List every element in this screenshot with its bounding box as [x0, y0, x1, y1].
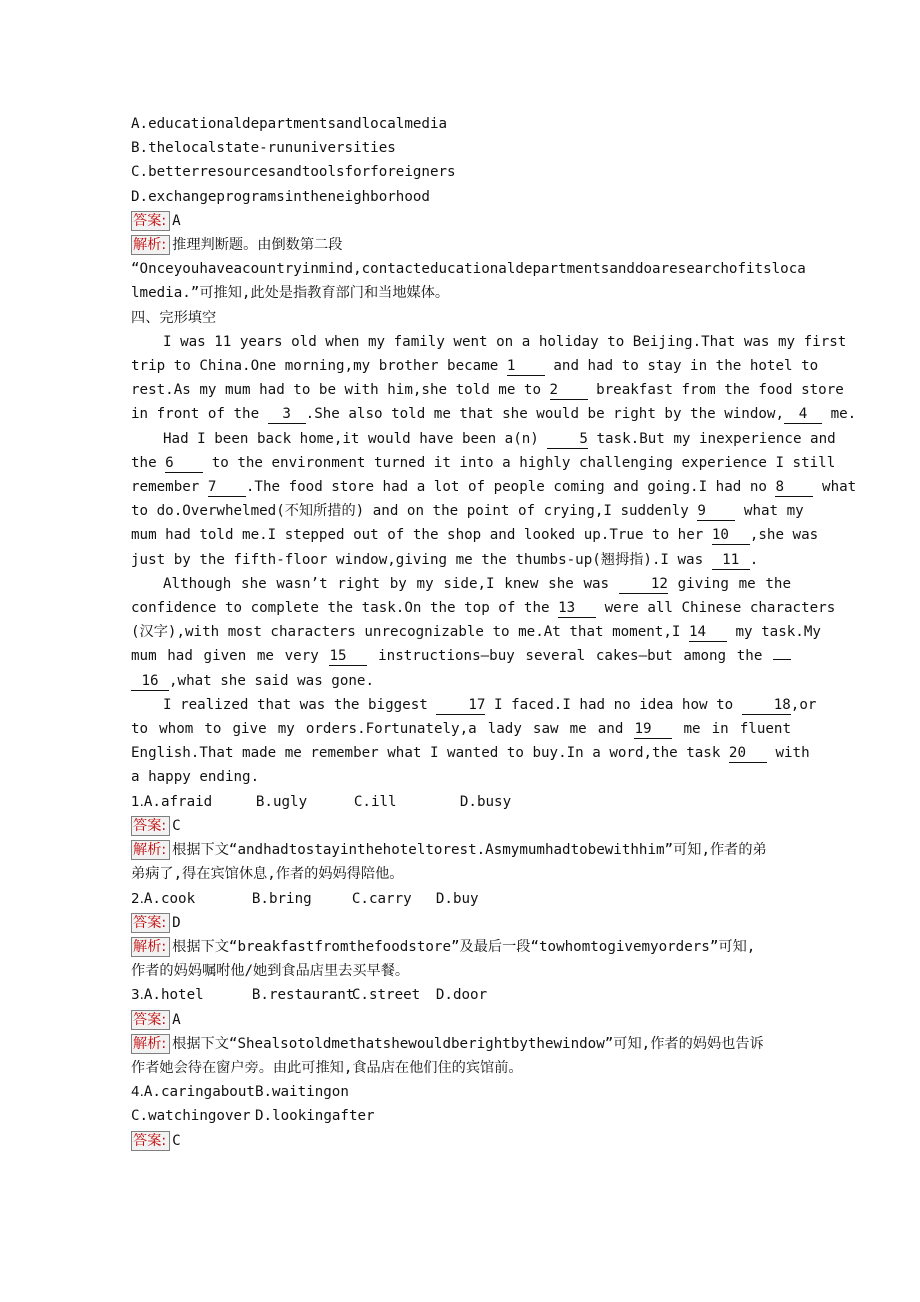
- analysis-label: 解析:: [131, 1034, 170, 1054]
- analysis-label: 解析:: [131, 937, 170, 957]
- option: A.caringabout: [143, 1084, 255, 1101]
- analysis-text: 根据下文“breakfastfromthefoodstore”及最后一段“towhomtogivemyorders”可知,: [172, 938, 756, 955]
- passage-line: confidence to complete the task.On the top of the 13 were all Chinese characters: [131, 600, 836, 617]
- option: A.afraid: [143, 793, 213, 810]
- option: A.hotel: [143, 987, 204, 1004]
- option: D.lookingafter: [255, 1108, 375, 1125]
- option: D.busy: [459, 793, 512, 810]
- blank-12: 12: [619, 576, 668, 594]
- option: C.street: [351, 987, 421, 1004]
- analysis-row: [131, 935, 791, 959]
- passage-line: a happy ending.: [131, 769, 260, 786]
- passage-line: in front of the 3 .She also told me that she would be right by the window, 4 me.: [131, 406, 857, 423]
- blank-19: 19: [634, 721, 672, 739]
- analysis-text: 作者的妈妈嘱咐他/她到食品店里去买早餐。: [131, 963, 410, 980]
- option: D.door: [435, 987, 488, 1004]
- option: B.waitingon: [254, 1084, 349, 1101]
- analysis-row: [131, 838, 791, 862]
- answer-label: 答案:: [131, 1131, 170, 1151]
- blank-15: 15: [329, 648, 367, 666]
- question-4-options: [131, 1080, 791, 1104]
- analysis-text: 根据下文“andhadtostayinthehoteltorest.Asmymumhadtobewithhim”可知,作者的弟: [172, 842, 767, 859]
- blank-6: 6: [165, 455, 203, 473]
- question-number: 1.: [131, 793, 144, 810]
- blank-17: 17: [436, 697, 485, 715]
- option: B.restaurant: [251, 987, 355, 1004]
- blank-3: 3: [268, 406, 306, 424]
- answer-row: [131, 1008, 791, 1032]
- option: C.ill: [353, 793, 397, 810]
- passage-line: I was 11 years old when my family went on a holiday to Beijing.That was my first: [163, 333, 847, 350]
- blank-7: 7: [208, 479, 246, 497]
- analysis-row: [131, 1032, 791, 1056]
- question-4-options-row2: [131, 1104, 791, 1128]
- answer-label: 答案:: [131, 913, 170, 933]
- question-2-options: [131, 887, 791, 911]
- answer-label: 答案:: [131, 211, 170, 231]
- answer-value: D: [172, 914, 181, 931]
- passage-line: Although she wasn’t right by my side,I knew she was 12 giving me the: [163, 575, 792, 592]
- question-number: 3.: [131, 987, 144, 1004]
- blank-10: 10: [712, 527, 750, 545]
- blank-1: 1: [507, 358, 545, 376]
- passage-line: I realized that was the biggest 17 I faced.I had no idea how to 18,or: [163, 696, 817, 713]
- option-d: D.exchangeprogramsintheneighborhood: [131, 188, 430, 205]
- analysis-row: [131, 233, 791, 257]
- passage-line: to whom to give my orders.Fortunately,a lady saw me and 19 me in fluent: [131, 721, 792, 738]
- answer-label: 答案:: [131, 816, 170, 836]
- analysis-label: 解析:: [131, 235, 170, 255]
- passage-line: mum had given me very 15 instructions—buy several cakes—but among the: [131, 644, 791, 668]
- passage-line: trip to China.One morning,my brother became 1 and had to stay in the hotel to: [131, 358, 819, 375]
- passage-line: remember 7 .The food store had a lot of people coming and going.I had no 8 what: [131, 479, 857, 496]
- answer-value: A: [172, 212, 181, 229]
- option: A.cook: [143, 890, 196, 907]
- blank-11: 11: [712, 552, 750, 570]
- analysis-text: 作者她会待在窗户旁。由此可推知,食品店在他们住的宾馆前。: [131, 1059, 523, 1076]
- analysis-text: 根据下文“Shealsotoldmethatshewouldberightbythewindow”可知,作者的妈妈也告诉: [172, 1035, 764, 1052]
- option: B.ugly: [255, 793, 308, 810]
- option-c: C.betterresourcesandtoolsforforeigners: [131, 164, 456, 181]
- analysis-text: 推理判断题。由倒数第二段: [172, 237, 343, 254]
- question-3-options: [131, 983, 791, 1007]
- blank-16-start: [773, 659, 791, 660]
- analysis-text: lmedia.”可推知,此处是指教育部门和当地媒体。: [131, 285, 450, 302]
- blank-16: 16: [131, 673, 169, 691]
- passage-line: just by the fifth-floor window,giving me the thumbs-up(翘拇指).I was 11 .: [131, 551, 759, 568]
- passage-line: (汉字),with most characters unrecognizable to me.At that moment,I 14 my task.My: [131, 624, 821, 641]
- passage-line: rest.As my mum had to be with him,she told me to 2 breakfast from the food store: [131, 382, 844, 399]
- analysis-label: 解析:: [131, 840, 170, 860]
- analysis-text: “Onceyouhaveacountryinmind,contacteducationaldepartmentsanddoaresearchofitsloca: [131, 261, 806, 278]
- section-title: 四、完形填空: [131, 309, 217, 326]
- option: C.carry: [351, 890, 412, 907]
- answer-row: [131, 209, 791, 233]
- question-1-options: [131, 790, 791, 814]
- blank-5: 5: [547, 431, 588, 449]
- document-page: [131, 112, 857, 1153]
- passage-line: English.That made me remember what I wanted to buy.In a word,the task 20 with: [131, 745, 810, 762]
- blank-8: 8: [775, 479, 813, 497]
- option-b: B.thelocalstate-rununiversities: [131, 140, 396, 157]
- analysis-text: 弟病了,得在宾馆休息,作者的妈妈得陪他。: [131, 866, 404, 883]
- blank-9: 9: [697, 503, 735, 521]
- option-a: A.educationaldepartmentsandlocalmedia: [131, 116, 448, 132]
- blank-20: 20: [729, 745, 767, 763]
- answer-value: A: [172, 1011, 181, 1028]
- blank-13: 13: [558, 600, 596, 618]
- answer-value: C: [172, 817, 181, 834]
- answer-value: C: [172, 1132, 181, 1149]
- option: C.watchingover: [131, 1108, 251, 1125]
- answer-row: [131, 814, 791, 838]
- blank-18: 18: [742, 697, 791, 715]
- blank-14: 14: [689, 624, 727, 642]
- question-number: 4.: [131, 1084, 144, 1101]
- passage-line: Had I been back home,it would have been a(n) 5 task.But my inexperience and: [163, 430, 836, 447]
- blank-2: 2: [550, 382, 588, 400]
- passage-line: mum had told me.I stepped out of the shop and looked up.True to her 10 ,she was: [131, 527, 819, 544]
- option: B.bring: [251, 890, 312, 907]
- passage-line: the 6 to the environment turned it into a highly challenging experience I still: [131, 454, 836, 471]
- passage-line: to do.Overwhelmed(不知所措的) and on the point of crying,I suddenly 9 what my: [131, 503, 804, 520]
- answer-label: 答案:: [131, 1010, 170, 1030]
- answer-row: [131, 1129, 791, 1153]
- answer-row: [131, 911, 791, 935]
- option: D.buy: [435, 890, 479, 907]
- passage-line: 16 ,what she said was gone.: [131, 669, 791, 693]
- blank-4: 4: [784, 406, 822, 424]
- question-number: 2.: [131, 890, 144, 907]
